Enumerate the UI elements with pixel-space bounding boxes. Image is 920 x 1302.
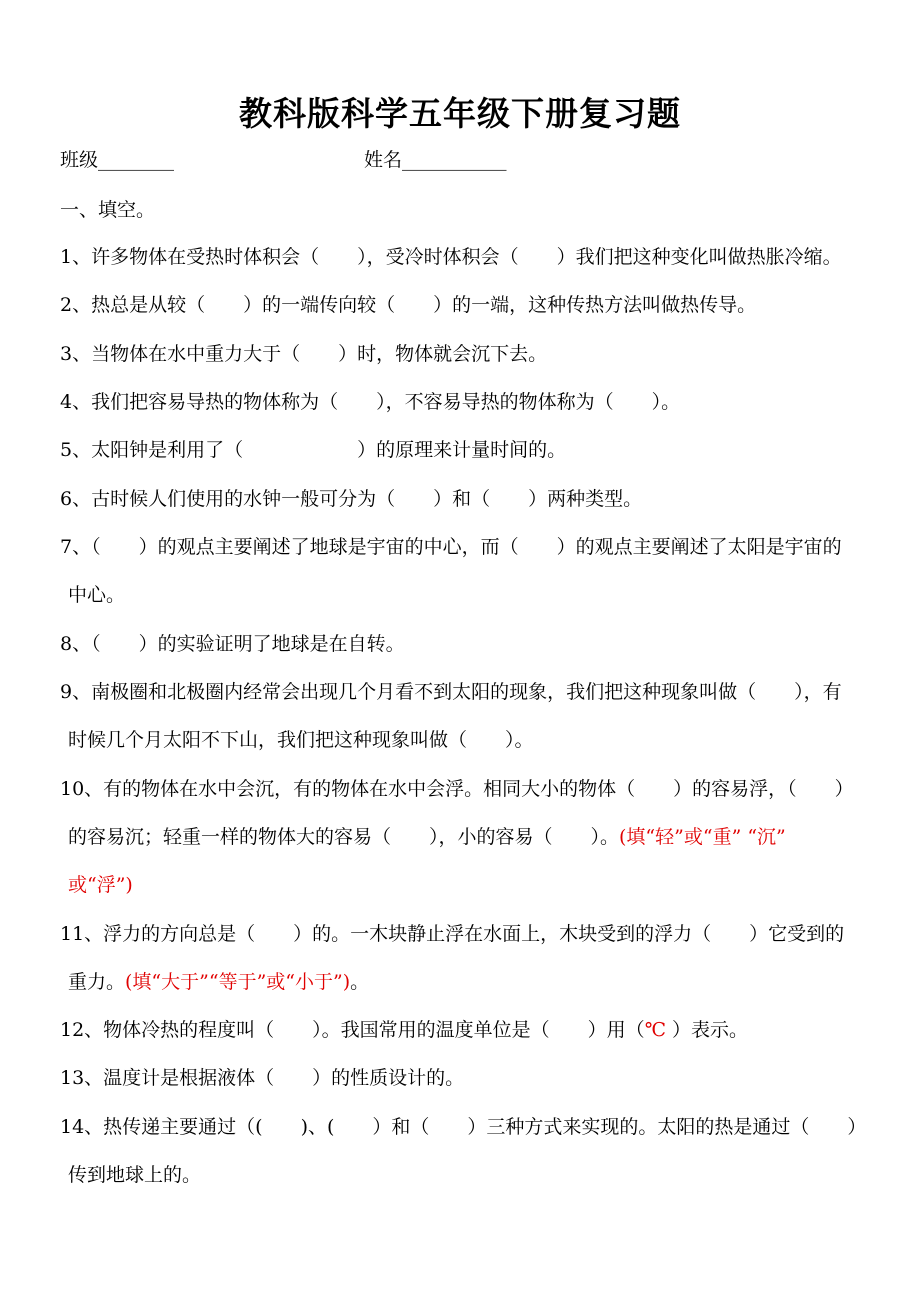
question-9-line-1: 9、南极圈和北极圈内经常会出现几个月看不到太阳的现象，我们把这种现象叫做（ ），有 [60,681,842,703]
question-14-line-2: 传到地球上的。 [68,1164,202,1186]
question-5: 5、太阳钟是利用了（ ）的原理来计量时间的。 [60,439,567,461]
question-8: 8、（ ）的实验证明了地球是在自转。 [60,633,405,655]
question-14-line-1: 14、热传递主要通过（( )、( ）和（ ）三种方式来实现的。太阳的热是通过（ ） [60,1116,867,1138]
question-7-line-2: 中心。 [68,584,126,606]
question-13: 13、温度计是根据液体（ ）的性质设计的。 [60,1067,465,1089]
question-10-text: 的容易沉；轻重一样的物体大的容易（ ），小的容易（ ）。 [68,826,620,848]
question-11-hint: (填“大于”“等于”或“小于”) [125,971,351,993]
question-10-line-2 [68,823,786,851]
question-4: 4、我们把容易导热的物体称为（ ），不容易导热的物体称为（ ）。 [60,391,681,413]
class-field: 班级________ [60,149,175,171]
page-title: 教科版科学五年级下册复习题 [239,94,681,133]
question-10-hint: (填“轻”或“重” “沉” [619,826,786,848]
celsius-symbol: ℃ [644,1019,666,1041]
question-11-text: 重力。 [68,971,126,993]
question-3: 3、当物体在水中重力大于（ ）时，物体就会沉下去。 [60,343,548,365]
question-10-line-1: 10、有的物体在水中会沉，有的物体在水中会浮。相同大小的物体（ ）的容易浮，（ ） [60,778,854,800]
question-10-line-3: 或“浮”) [68,874,133,896]
question-11-end: 。 [350,971,370,993]
section-heading: 一、填空。 [60,199,156,221]
question-9-line-2: 时候几个月太阳不下山，我们把这种现象叫做（ ）。 [68,729,534,751]
name-field: 姓名___________ [364,149,507,171]
question-12-text: 12、物体冷热的程度叫（ ）。我国常用的温度单位是（ ）用（ [60,1019,645,1041]
question-11-line-2 [68,968,369,996]
question-12 [60,1016,748,1044]
question-12-end: ）表示。 [665,1019,748,1041]
question-2: 2、热总是从较（ ）的一端传向较（ ）的一端，这种传热方法叫做热传导。 [60,294,757,316]
question-11-line-1: 11、浮力的方向总是（ ）的。一木块静止浮在水面上，木块受到的浮力（ ）它受到的 [60,923,845,945]
question-7-line-1: 7、（ ）的观点主要阐述了地球是宇宙的中心，而（ ）的观点主要阐述了太阳是宇宙的 [60,536,842,558]
question-6: 6、古时候人们使用的水钟一般可分为（ ）和（ ）两种类型。 [60,488,643,510]
question-1: 1、许多物体在受热时体积会（ ），受冷时体积会（ ）我们把这种变化叫做热胀冷缩。 [60,246,842,268]
